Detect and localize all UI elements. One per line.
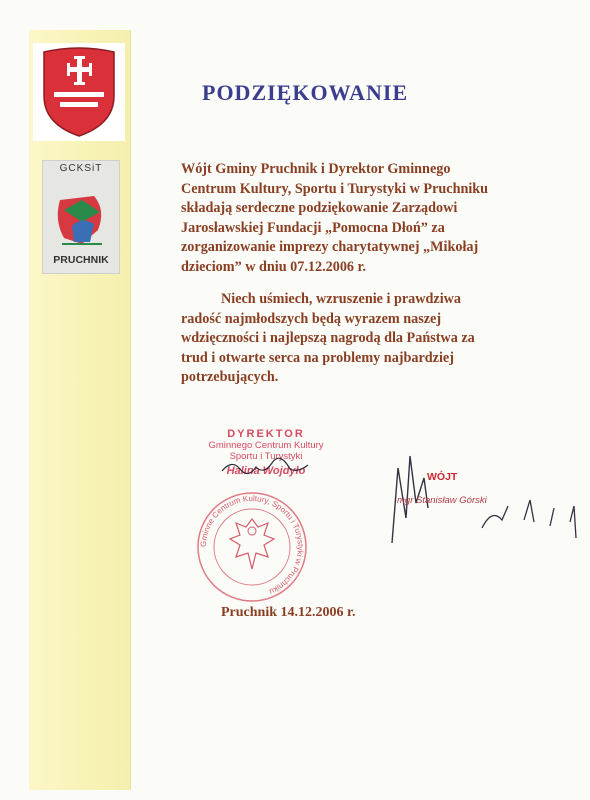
document-title: PODZIĘKOWANIE — [202, 80, 409, 105]
paragraph-thanks — [181, 160, 488, 277]
text-line: Wójt Gminy Pruchnik i Dyrektor Gminnego — [181, 161, 451, 177]
text-line: radość najmłodszych będą wyrazem naszej — [181, 310, 442, 327]
mayor-stamp-name: mgr Stanisław Górski — [397, 495, 487, 506]
director-signature-icon — [220, 455, 310, 480]
director-stamp-line: Sportu i Turystyki — [229, 451, 303, 462]
logo-top-text: GCKSiT — [59, 163, 103, 174]
director-stamp-line: Gminnego Centrum Kultury — [208, 440, 324, 451]
text-line: Centrum Kultury, Sportu i Turystyki w Pruchniku — [181, 180, 489, 197]
text-line: Niech uśmiech, wzruszenie i prawdziwa — [221, 291, 461, 307]
text-line: zorganizowanie imprezy charytatywnej „Mikołaj — [181, 239, 479, 255]
decorative-sidebar — [29, 30, 131, 790]
text-line: trud i otwarte serca na problemy najbardziej — [181, 349, 454, 366]
text-line: Jarosławskiej Fundacji „Pomocna Dłoń” za — [181, 219, 445, 236]
place-and-date: Pruchnik 14.12.2006 r. — [221, 605, 356, 620]
text-line: wdzięczności i najlepszą nagrodą dla Państwa za — [181, 330, 475, 346]
official-seal-icon — [196, 491, 308, 603]
seal-text: Gminne Centrum Kultury, Sportu i Turystyki w Pruchniku — [198, 493, 306, 597]
text-line: dzieciom” w dniu 07.12.2006 r. — [181, 258, 367, 275]
director-stamp-name: Halina Wojdyło — [226, 465, 306, 477]
text-line: składają serdeczne podziękowanie Zarządowi — [181, 200, 458, 216]
coat-of-arms-icon — [36, 44, 122, 138]
director-stamp-title: DYREKTOR — [227, 428, 305, 440]
mayor-stamp-title: WÓJT — [427, 471, 458, 483]
paragraph-wishes — [181, 290, 475, 388]
logo-bottom-text: PRUCHNIK — [53, 254, 109, 266]
text-line: potrzebujących. — [181, 369, 279, 385]
